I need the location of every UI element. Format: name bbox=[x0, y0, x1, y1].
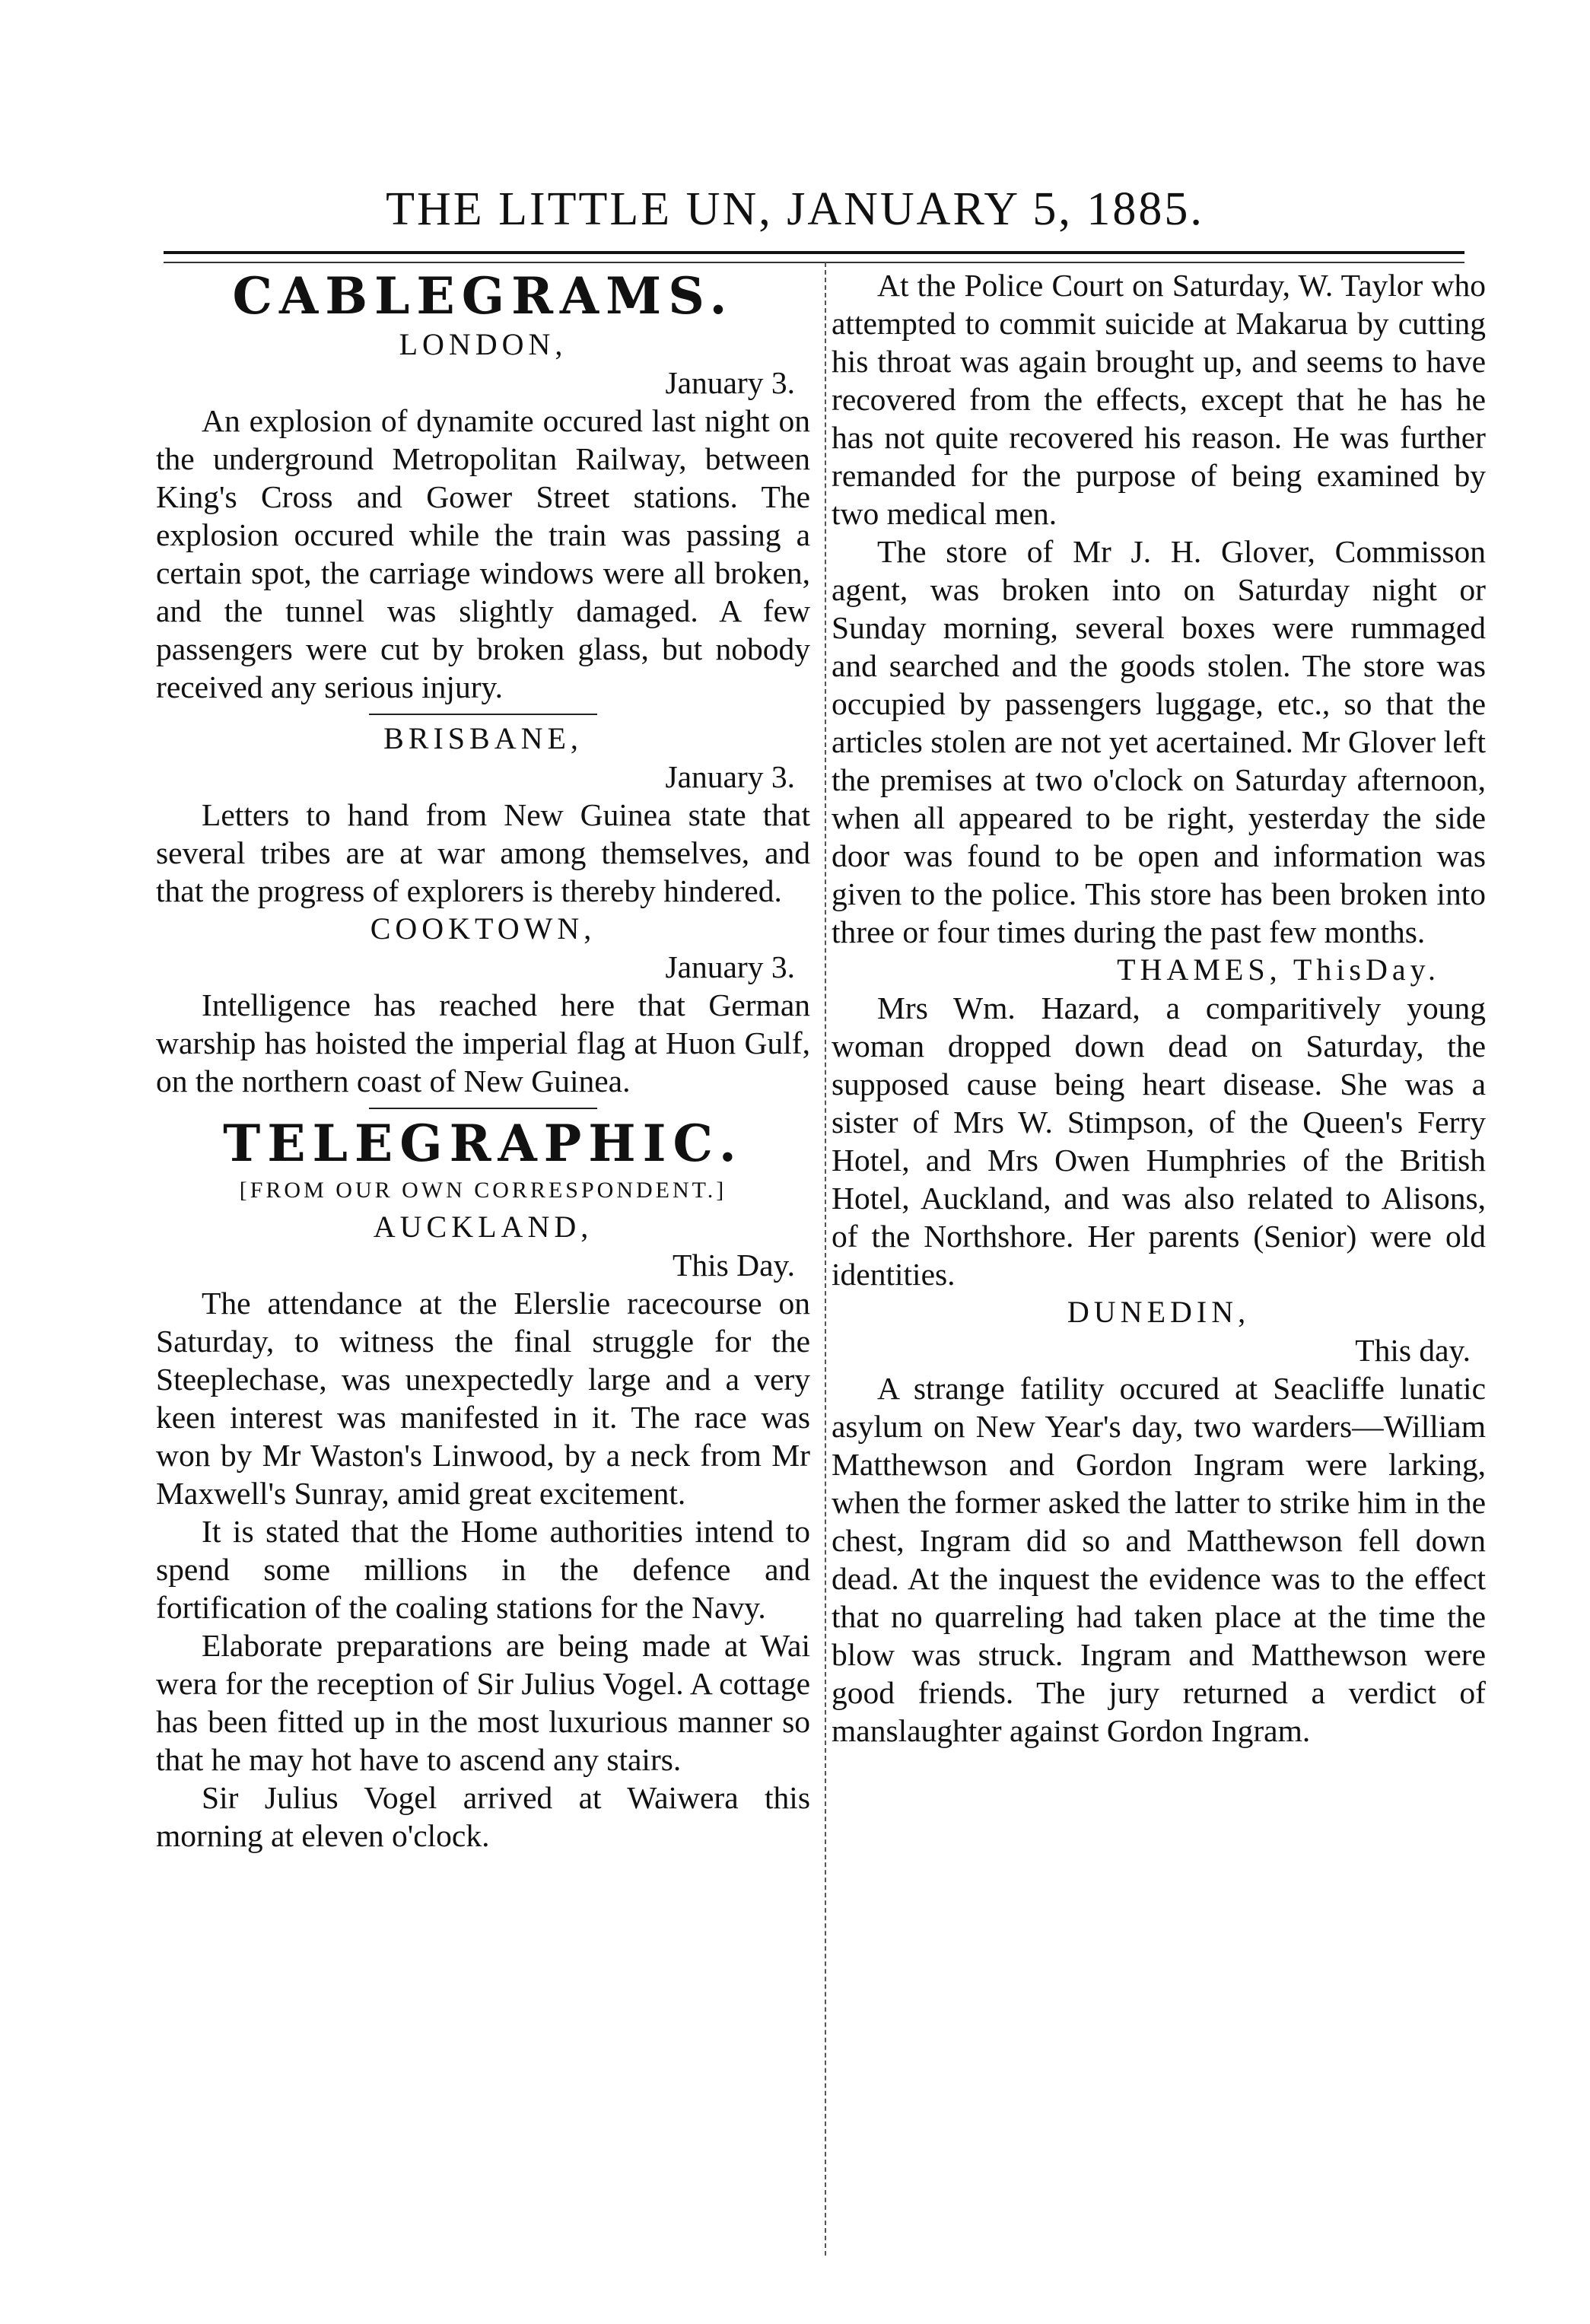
glover-store-paragraph: The store of Mr J. H. Glover, Commisson agent, was broken into on Saturday night or Sunday morning, several boxes were rummaged and searched and the goods stolen. The store was occupied by passengers luggage, etc., so that the articles stolen are not yet acertained. Mr Glover left the premises at two o'clock on Saturday afternoon, when all appeared to be right, yesterday the side door was found to be open and information was given to the police. This store has been broken into three or four times during the past few months. bbox=[832, 534, 1486, 949]
thames-place: THAMES, ThisDay. bbox=[1117, 952, 1440, 987]
column-divider bbox=[825, 262, 826, 2256]
section-rule bbox=[369, 714, 597, 715]
section-rule-2 bbox=[369, 1108, 597, 1109]
london-text: An explosion of dynamite occured last night on the underground Metropolitan Railway, between King's Cross and Gower Street stations. The explosion occured while the train was passing a certain spot, the carriage windows were all broken, and the tunnel was slightly damaged. A few passengers were cut by broken glass, but nobody received any serious injury. bbox=[156, 403, 810, 704]
right-column bbox=[832, 266, 1486, 1750]
telegraphic-heading: TELEGRAPHIC. bbox=[223, 1114, 743, 1173]
brisbane-place: BRISBANE, bbox=[383, 721, 583, 755]
masthead-rule bbox=[164, 251, 1464, 263]
thames-text: Mrs Wm. Hazard, a comparitively young woman dropped down dead on Saturday, the supposed cause being heart disease. She was a sister of Mrs W. Stimpson, of the Queen's Ferry Hotel, and Mrs Owen Humphries of the British Hotel, Auckland, and was also related to Alisons, of the Northshore. Her parents (Senior) were old identities. bbox=[832, 990, 1486, 1292]
cablegrams-heading: CABLEGRAMS. bbox=[232, 266, 734, 326]
cooktown-place: COOKTOWN, bbox=[370, 911, 596, 946]
cooktown-text: Intelligence has reached here that German warship has hoisted the imperial flag at Huon Gulf, on the northern coast of New Guinea. bbox=[156, 987, 810, 1098]
dunedin-text: A strange fatility occured at Seacliffe lunatic asylum on New Year's day, two warders—William Matthewson and Gordon Ingram were larking, when the former asked the latter to strike him in the chest, Ingram did so and Matthewson fell down dead. At the inquest the evidence was to the effect that no quarreling had taken place at the time the blow was struck. Ingram and Matthewson were good friends. The jury returned a verdict of manslaughter against Gordon Ingram. bbox=[832, 1371, 1486, 1748]
brisbane-date: January 3. bbox=[665, 759, 795, 794]
dunedin-place: DUNEDIN, bbox=[1067, 1295, 1251, 1329]
auckland-place: AUCKLAND, bbox=[373, 1210, 593, 1244]
london-place: LONDON, bbox=[399, 327, 568, 361]
auckland-paragraph-1: The attendance at the Elerslie racecourse on Saturday, to witness the final struggle for the Steeplechase, was unexpectedly large and a very keen interest was manifested in it. The race was won by Mr Waston's Linwood, by a neck from Mr Maxwell's Sunray, amid great excitement. bbox=[156, 1286, 810, 1511]
auckland-date: This Day. bbox=[673, 1248, 795, 1283]
dunedin-date: This day. bbox=[1355, 1333, 1471, 1368]
masthead: THE LITTLE UN, JANUARY 5, 1885. bbox=[386, 183, 1204, 235]
auckland-paragraph-2: It is stated that the Home authorities intend to spend some millions in the defence and fortification of the coaling stations for the Navy. bbox=[156, 1514, 810, 1625]
auckland-paragraph-3: Elaborate preparations are being made at Wai wera for the reception of Sir Julius Vogel. A cottage has been fitted up in the most luxurious manner so that he may hot have to ascend any stairs. bbox=[156, 1628, 810, 1777]
cooktown-date: January 3. bbox=[665, 949, 795, 984]
brisbane-text: Letters to hand from New Guinea state that several tribes are at war among themselves, and that the progress of explorers is thereby hindered. bbox=[156, 797, 810, 908]
police-court-paragraph: At the Police Court on Saturday, W. Taylor who attempted to commit suicide at Makarua by cutting his throat was again brought up, and seems to have recovered from the effects, except that he has he has not quite recovered his reason. He was further remanded for the purpose of being examined by two medical men. bbox=[832, 268, 1486, 531]
london-date: January 3. bbox=[665, 365, 795, 400]
correspondent-note: [FROM OUR OWN CORRESPONDENT.] bbox=[239, 1178, 727, 1203]
auckland-paragraph-4: Sir Julius Vogel arrived at Waiwera this morning at eleven o'clock. bbox=[156, 1780, 810, 1853]
left-column bbox=[156, 266, 810, 1855]
